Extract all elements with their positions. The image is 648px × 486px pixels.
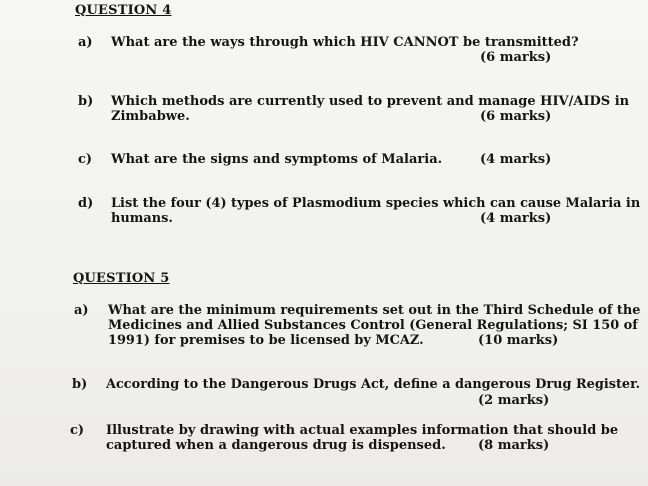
question-5b-text: [106, 377, 646, 392]
question-5a-text: [108, 303, 645, 348]
question-4b-text: [111, 94, 629, 124]
question-5b-line-1: According to the Dangerous Drugs Act, define a dangerous Drug Register.: [106, 377, 641, 392]
question-4c-line-1: What are the signs and symptoms of Malaria.: [111, 152, 443, 167]
question-4-heading: QUESTION 4: [75, 3, 172, 18]
question-4a-text: [111, 35, 579, 50]
question-4c-label: c): [78, 152, 93, 167]
question-4a-line-1: What are the ways through which HIV CANNOT be transmitted?: [111, 35, 579, 50]
question-4d-line-2: humans.: [111, 211, 173, 226]
question-5c-line-1: Illustrate by drawing with actual examples information that should be: [106, 423, 619, 438]
question-5a-line-1: What are the minimum requirements set out in the Third Schedule of the: [108, 303, 641, 318]
question-4a-marks: (6 marks): [480, 50, 552, 65]
question-5c-line-2: captured when a dangerous drug is dispensed.: [106, 438, 446, 453]
question-4d-marks: (4 marks): [480, 211, 552, 226]
question-4c-marks: (4 marks): [480, 152, 552, 167]
question-4d-line-1: List the four (4) types of Plasmodium species which can cause Malaria in: [111, 196, 641, 211]
question-5a-line-3: 1991) for premises to be licensed by MCAZ.: [108, 333, 424, 348]
question-4b-line-1: Which methods are currently used to prevent and manage HIV/AIDS in: [111, 94, 630, 109]
question-5a-marks: (10 marks): [478, 333, 559, 348]
question-5b-marks: (2 marks): [478, 393, 550, 408]
question-5b-label: b): [72, 377, 88, 392]
question-5c-marks: (8 marks): [478, 438, 550, 453]
question-4b-line-2: Zimbabwe.: [111, 109, 190, 124]
question-4d-label: d): [78, 196, 94, 211]
question-4a-label: a): [78, 35, 93, 50]
question-5a-label: a): [74, 303, 89, 318]
question-4b-marks: (6 marks): [480, 109, 552, 124]
question-5a-line-2: Medicines and Allied Substances Control (General Regulations; SI 150 of: [108, 318, 638, 333]
question-5-heading: QUESTION 5: [73, 271, 170, 286]
question-4b-label: b): [78, 94, 94, 109]
question-4d-text: [111, 196, 645, 226]
question-5c-label: c): [70, 423, 85, 438]
question-4c-text: [111, 152, 442, 167]
